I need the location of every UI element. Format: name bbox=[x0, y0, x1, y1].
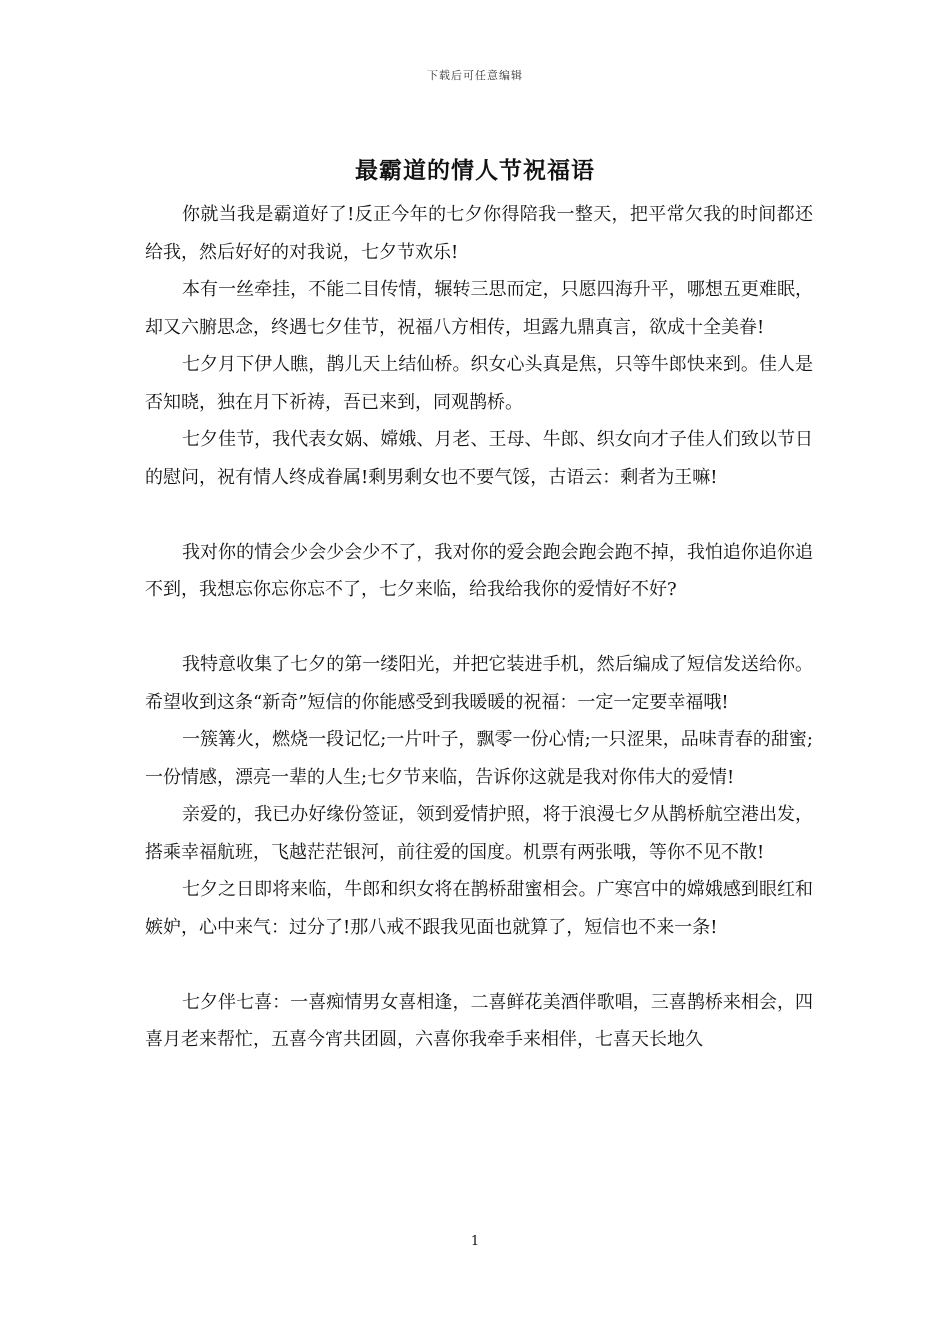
document-title: 最霸道的情人节祝福语 bbox=[355, 157, 595, 184]
page-number: 1 bbox=[470, 1234, 480, 1249]
paragraph: 你就当我是霸道好了!反正今年的七夕你得陪我一整天，把平常欠我的时间都还给我，然后好好的对我说，七夕节欢乐! bbox=[145, 204, 813, 263]
paragraph: 七夕月下伊人瞧，鹊儿天上结仙桥。织女心头真是焦，只等牛郎快来到。佳人是否知晓，独在月下祈祷，吾已来到，同观鹊桥。 bbox=[145, 354, 813, 413]
paragraph: 本有一丝牵挂，不能二目传情，辗转三思而定，只愿四海升平，哪想五更难眠，却又六腑思念，终遇七夕佳节，祝福八方相传，坦露九鼎真言，欲成十全美眷! bbox=[145, 279, 813, 338]
paragraph: 一簇篝火，燃烧一段记忆;一片叶子，飘零一份心情;一只涩果，品味青春的甜蜜;一份情感，漂亮一辈的人生;七夕节来临，告诉你这就是我对你伟大的爱情! bbox=[145, 729, 813, 788]
paragraph: 亲爱的，我已办好缘份签证，领到爱情护照，将于浪漫七夕从鹊桥航空港出发，搭乘幸福航班，飞越茫茫银河，前往爱的国度。机票有两张哦，等你不见不散! bbox=[145, 804, 813, 863]
paragraph: 七夕之日即将来临，牛郎和织女将在鹊桥甜蜜相会。广寒宫中的嫦娥感到眼红和嫉妒，心中来气：过分了!那八戒不跟我见面也就算了，短信也不来一条! bbox=[145, 879, 813, 938]
document-body bbox=[145, 196, 813, 1059]
paragraph: 七夕伴七喜：一喜痴情男女喜相逢，二喜鲜花美酒伴歌唱，三喜鹊桥来相会，四喜月老来帮忙，五喜今宵共团圆，六喜你我牵手来相伴，七喜天长地久 bbox=[145, 991, 813, 1050]
paragraph: 我特意收集了七夕的第一缕阳光，并把它装进手机，然后编成了短信发送给你。希望收到这条“新奇”短信的你能感受到我暖暖的祝福：一定一定要幸福哦! bbox=[145, 654, 813, 713]
paragraph: 我对你的情会少会少会少不了，我对你的爱会跑会跑会跑不掉，我怕追你追你追不到，我想忘你忘你忘不了，七夕来临，给我给我你的爱情好不好? bbox=[145, 541, 813, 600]
header-note: 下载后可任意编辑 bbox=[427, 69, 523, 82]
paragraph: 七夕佳节，我代表女娲、嫦娥、月老、王母、牛郎、织女向才子佳人们致以节日的慰问，祝有情人终成眷属!剩男剩女也不要气馁，古语云：剩者为王嘛! bbox=[145, 429, 813, 488]
